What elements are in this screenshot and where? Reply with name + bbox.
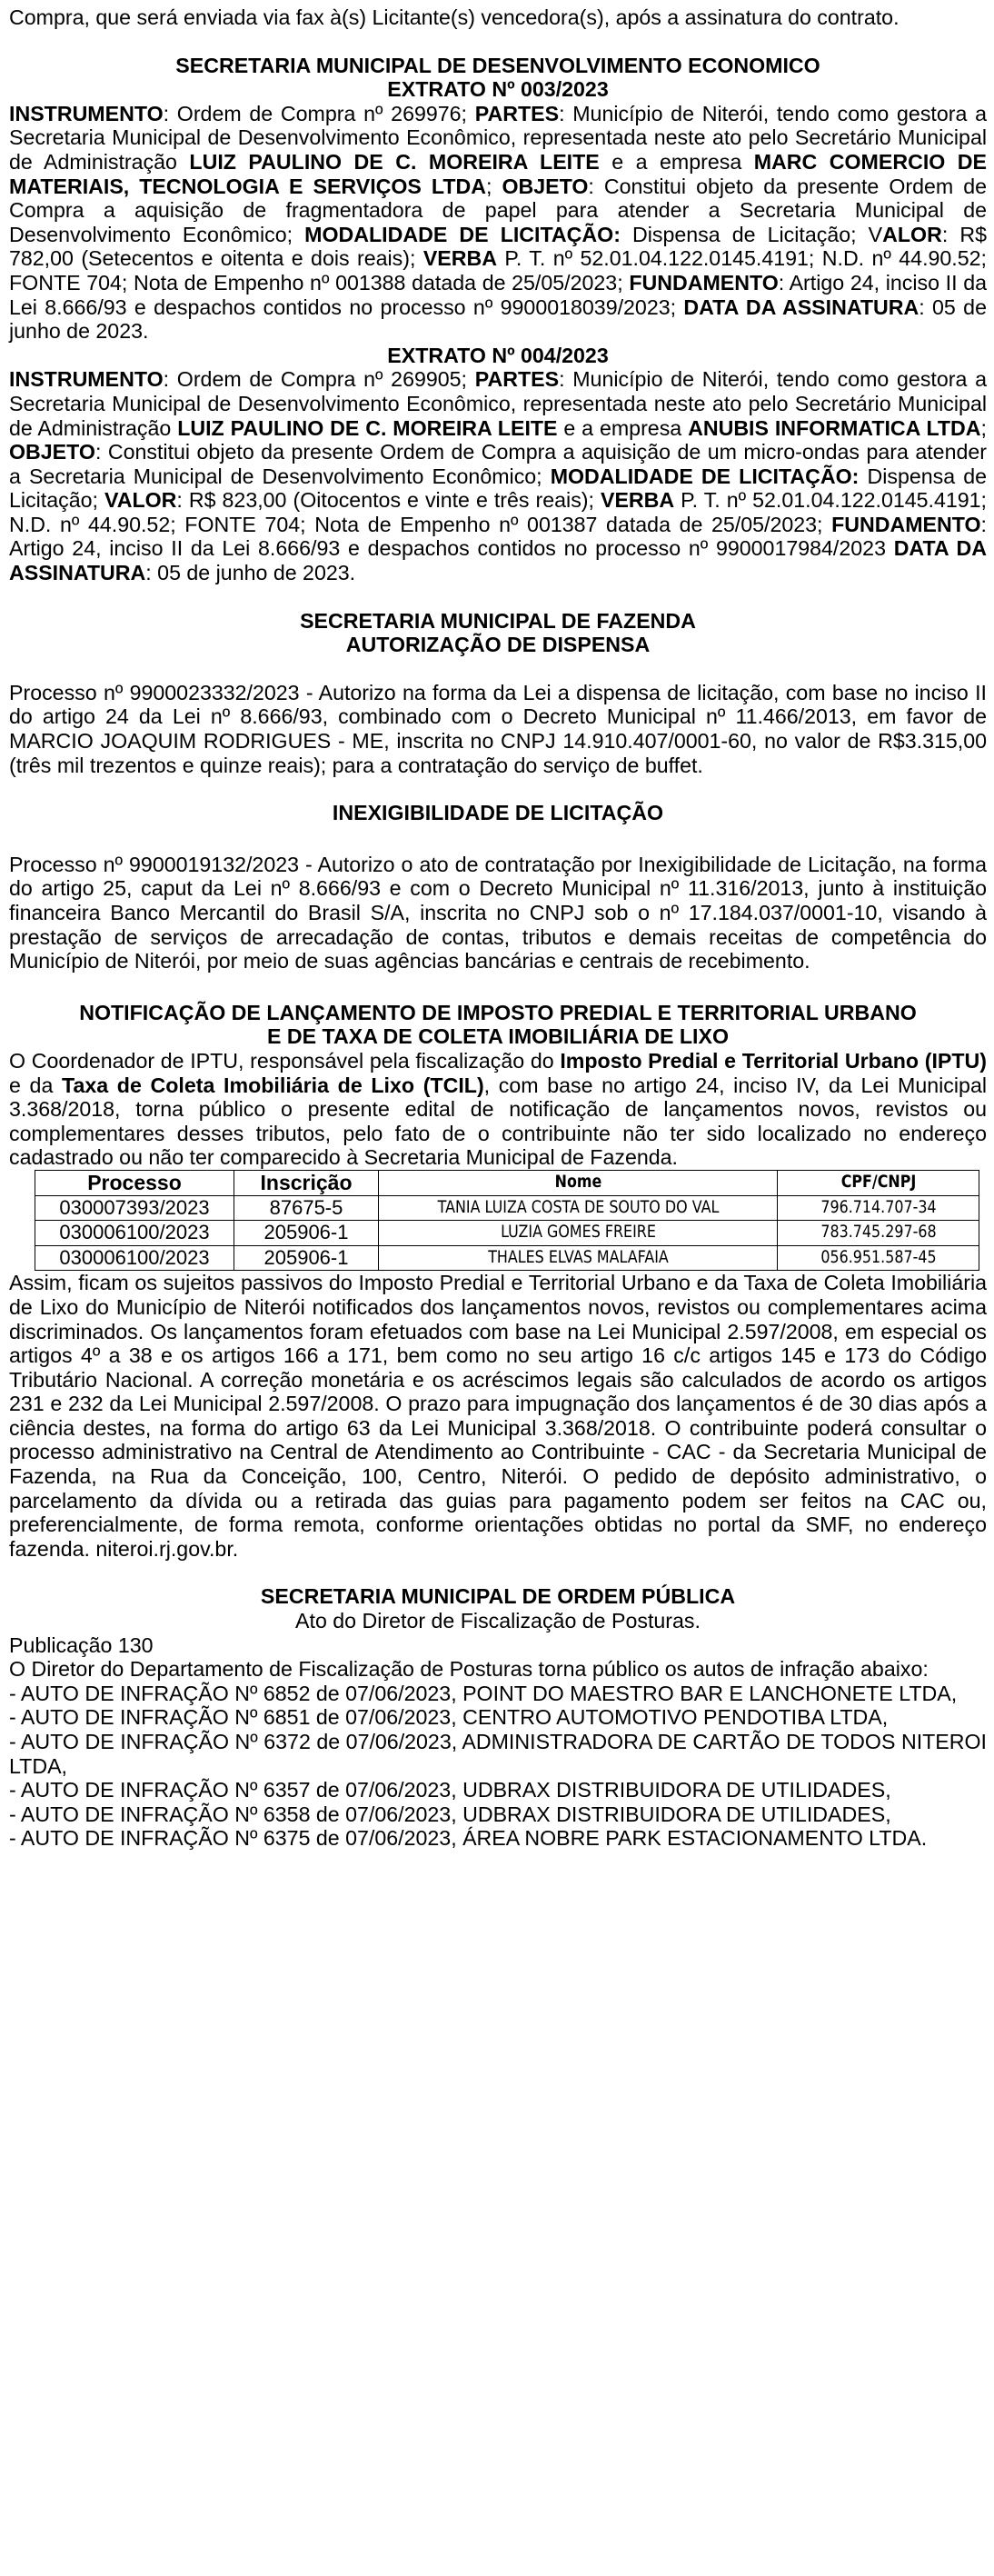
cell-processo: 030006100/2023 [35,1221,234,1246]
table-row [35,1245,979,1271]
table-header-row [35,1170,979,1195]
list-item: - AUTO DE INFRAÇÃO Nº 6372 de 07/06/2023, ADMINISTRADORA DE CARTÃO DE TODOS NITEROI LTDA, [9,1730,987,1778]
table-row [35,1221,979,1246]
cell-cpf: 796.714.707-34 [791,1195,965,1221]
list-item: - AUTO DE INFRAÇÃO Nº 6357 de 07/06/2023, UDBRAX DISTRIBUIDORA DE UTILIDADES, [9,1778,891,1802]
intro-paragraph: Compra, que será enviada via fax à(s) Licitante(s) vencedora(s), após a assinatura do contrato. [9,5,900,29]
dispensa-paragraph: Processo nº 9900023332/2023 - Autorizo na forma da Lei a dispensa de licitação, com base no inciso II do artigo 24 da Lei nº 8.666/93, combinado com o Decreto Municipal nº 11.466/2013, em favor de MARCIO JOAQUIM RODRIGUES - ME, inscrita no CNPJ 14.910.407/0001-60, no valor de R$3.315,00 (três mil trezentos e quinze reais); para a contratação do serviço de buffet. [9,680,987,777]
notif-intro: O Coordenador de IPTU, responsável pela fiscalização do Imposto Predial e Territorial Urbano (IPTU) e da Taxa de Coleta Imobiliária de Lixo (TCIL), com base no artigo 24, inciso IV, da Lei Municipal 3.368/2018, torna público o presente edital de notificação de lançamentos novos, revistos ou complementares desses tributos, pelo fato de o contribuinte não ter sido localizado no endereço cadastrado ou não ter comparecido à Secretaria Municipal de Fazenda. [9,1048,987,1170]
column-header-nome: Nome [406,1170,750,1195]
notif-title-line2: E DE TAXA DE COLETA IMOBILIÁRIA DE LIXO [267,1024,729,1049]
extract-title-003: EXTRATO Nº 003/2023 [387,77,609,102]
list-item: - AUTO DE INFRAÇÃO Nº 6851 de 07/06/2023, CENTRO AUTOMOTIVO PENDOTIBA LTDA, [9,1705,889,1730]
cell-inscricao: 205906-1 [234,1221,379,1246]
column-header-cpf: CPF/CNPJ [791,1170,965,1195]
extract-004-body: INSTRUMENTO: Ordem de Compra nº 269905; PARTES: Município de Niterói, tendo como gestora a Secretaria Municipal de Desenvolvimento Econômico, representada neste ato pelo Secretário Municipal de Administração LUIZ PAULINO DE C. MOREIRA LEITE e a empresa ANUBIS INFORMATICA LTDA; OBJETO: Constitui objeto da presente Ordem de Compra a aquisição de um micro-ondas para atender a Secretaria Municipal de Desenvolvimento Econômico; MODALIDADE DE LICITAÇÃO: Dispensa de Licitação; VALOR: R$ 823,00 (Oitocentos e vinte e três reais); VERBA P. T. nº 52.01.04.122.0145.4191; N.D. nº 44.90.52; FONTE 704; Nota de Empenho nº 001387 datada de 25/05/2023; FUNDAMENTO: Artigo 24, inciso II da Lei 8.666/93 e despachos contidos no processo nº 9900017984/2023 DATA DA ASSINATURA: 05 de junho de 2023. [9,367,987,585]
column-header-processo: Processo [35,1170,234,1195]
cell-nome: THALES ELVAS MALAFAIA [406,1245,750,1271]
autos-list [9,1682,987,1851]
cell-processo: 030006100/2023 [35,1245,234,1271]
column-header-inscricao: Inscrição [234,1170,379,1195]
cell-nome: LUZIA GOMES FREIRE [406,1221,750,1246]
notification-table [35,1170,979,1271]
notif-body: Assim, ficam os sujeitos passivos do Imposto Predial e Territorial Urbano e da Taxa de Coleta Imobiliária de Lixo do Município de Niterói notificados dos lançamentos novos, revistos ou complementares acima discriminados. Os lançamentos foram efetuados com base na Lei Municipal 2.597/2008, em especial os artigos 4º a 38 e os artigos 166 a 171, bem como no seu artigo 16 c/c artigos 145 e 173 do Código Tributário Nacional. A correção monetária e os acréscimos legais são calculados de acordo os artigos 231 e 232 da Lei Municipal 2.597/2008. O prazo para impugnação dos lançamentos é de 30 dias após a ciência destes, na forma do artigo 63 da Lei Municipal 3.368/2018. O contribuinte poderá consultar o processo administrativo na Central de Atendimento ao Contribuinte - CAC - da Secretaria Municipal de Fazenda, na Rua da Conceição, 100, Centro, Niterói. O pedido de depósito administrativo, o parcelamento da dívida ou a retirada das guias para pagamento podem ser feitos na CAC ou, preferencialmente, de forma remota, conforme orientações obtidas no portal da SMF, no endereço fazenda. niteroi.rj.gov.br. [9,1271,987,1561]
section-title-desenvolvimento: SECRETARIA MUNICIPAL DE DESENVOLVIMENTO ECONOMICO [175,53,820,77]
section-title-fazenda: SECRETARIA MUNICIPAL DE FAZENDA [300,608,696,633]
table-row [35,1195,979,1221]
subtitle-ato-diretor: Ato do Diretor de Fiscalização de Posturas. [295,1609,701,1633]
extract-title-004: EXTRATO Nº 004/2023 [387,343,609,367]
cell-cpf: 783.745.297-68 [791,1221,965,1246]
list-item: - AUTO DE INFRAÇÃO Nº 6852 de 07/06/2023, POINT DO MAESTRO BAR E LANCHONETE LTDA, [9,1681,958,1705]
notif-title-line1: NOTIFICAÇÃO DE LANÇAMENTO DE IMPOSTO PREDIAL E TERRITORIAL URBANO [79,1000,917,1024]
cell-inscricao: 87675-5 [234,1195,379,1221]
list-item: - AUTO DE INFRAÇÃO Nº 6375 de 07/06/2023, ÁREA NOBRE PARK ESTACIONAMENTO LTDA. [9,1826,928,1851]
publicacao-number: Publicação 130 [9,1632,154,1657]
subtitle-autorizacao-dispensa: AUTORIZAÇÃO DE DISPENSA [345,633,651,657]
gazette-page [9,5,987,1851]
section-title-ordem-publica: SECRETARIA MUNICIPAL DE ORDEM PÚBLICA [260,1584,736,1609]
ordem-publica-intro: O Diretor do Departamento de Fiscalização de Posturas torna público os autos de infração abaixo: [9,1657,929,1682]
title-inexigibilidade: INEXIGIBILIDADE DE LICITAÇÃO [332,801,664,825]
list-item: - AUTO DE INFRAÇÃO Nº 6358 de 07/06/2023, UDBRAX DISTRIBUIDORA DE UTILIDADES, [9,1802,891,1826]
inexigibilidade-paragraph: Processo nº 9900019132/2023 - Autorizo o ato de contratação por Inexigibilidade de Licitação, na forma do artigo 25, caput da Lei nº 8.666/93 e com o Decreto Municipal nº 11.316/2013, junto à instituição financeira Banco Mercantil do Brasil S/A, inscrita no CNPJ sob o nº 17.184.037/0001-10, visando à prestação de serviços de arrecadação de contas, tributos e demais receitas de competência do Município de Niterói, por meio de suas agências bancárias e centrais de recebimento. [9,852,987,973]
cell-cpf: 056.951.587-45 [791,1245,965,1271]
cell-processo: 030007393/2023 [35,1195,234,1221]
cell-nome: TANIA LUIZA COSTA DE SOUTO DO VAL [406,1195,750,1221]
cell-inscricao: 205906-1 [234,1245,379,1271]
extract-003-body: INSTRUMENTO: Ordem de Compra nº 269976; PARTES: Município de Niterói, tendo como gestora a Secretaria Municipal de Desenvolvimento Econômico, representada neste ato pelo Secretário Municipal de Administração LUIZ PAULINO DE C. MOREIRA LEITE e a empresa MARC COMERCIO DE MATERIAIS, TECNOLOGIA E SERVIÇOS LTDA; OBJETO: Constitui objeto da presente Ordem de Compra a aquisição de fragmentadora de papel para atender a Secretaria Municipal de Desenvolvimento Econômico; MODALIDADE DE LICITAÇÃO: Dispensa de Licitação; VALOR: R$ 782,00 (Setecentos e oitenta e dois reais); VERBA P. T. nº 52.01.04.122.0145.4191; N.D. nº 44.90.52; FONTE 704; Nota de Empenho nº 001388 datada de 25/05/2023; FUNDAMENTO: Artigo 24, inciso II da Lei 8.666/93 e despachos contidos no processo nº 9900018039/2023; DATA DA ASSINATURA: 05 de junho de 2023. [9,101,988,344]
